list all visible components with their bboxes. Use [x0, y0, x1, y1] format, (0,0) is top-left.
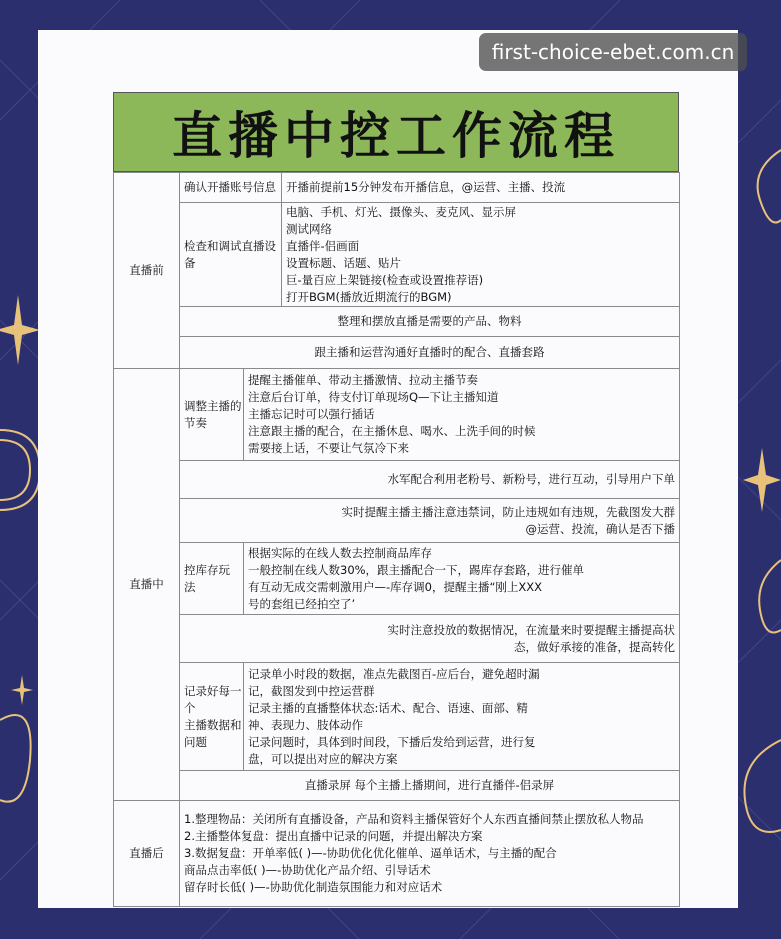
page-title: 直播中控工作流程 [113, 92, 679, 172]
section-label-during: 直播中 [114, 369, 180, 801]
section-label-before: 直播前 [114, 173, 180, 369]
sub-label: 调整主播的 节奏 [180, 369, 244, 461]
table-row [114, 337, 680, 369]
table-row [114, 203, 680, 307]
content-cell: 实时提醒主播主播注意违禁词，防止违规如有违规，先截图发大群 @运营、投流，确认是否下播 [180, 499, 680, 543]
table-row [114, 615, 680, 663]
content-cell: 实时注意投放的数据情况，在流量来时要提醒主播提高状 态，做好承接的准备，提高转化 [180, 615, 680, 663]
sub-label: 检查和调试直播设备 [180, 203, 282, 307]
sub-label: 记录好每一 个 主播数据和 问题 [180, 663, 244, 771]
table-row [114, 461, 680, 499]
content-cell: 电脑、手机、灯光、摄像头、麦克风、显示屏 测试网络 直播伴-侣画面 设置标题、话题、贴片 巨-量百应上架链接(检查或设置推荐语) 打开BGM(播放近期流行的BGM) [282, 203, 680, 307]
table-row [114, 543, 680, 615]
content-cell: 根据实际的在线人数去控制商品库存 一般控制在线人数30%，跟主播配合一下，踢库存套路，进行催单 有互动无成交需刺激用户—-库存调0，提醒主播“刚上XXX 号的套组已经拍空了’ [244, 543, 680, 615]
table-row [114, 771, 680, 801]
sub-label: 确认开播账号信息 [180, 173, 282, 203]
workflow-table [113, 172, 680, 907]
section-label-after: 直播后 [114, 801, 180, 907]
watermark: first-choice-ebet.com.cn [479, 33, 747, 71]
content-cell: 跟主播和运营沟通好直播时的配合、直播套路 [180, 337, 680, 369]
content-cell: 1.整理物品：关闭所有直播设备，产品和资料主播保管好个人东西直播间禁止摆放私人物品 2.主播整体复盘：提出直播中记录的问题，并提出解决方案 3.数据复盘：开单率低( )—-协助优化优化催单、逼单话术，与主播的配合 商品点击率低( )—-协助优化产品介绍、引导话术 留存时长低( )—-协助优化制造氛围能力和对应话术 [180, 801, 680, 907]
table-row [114, 307, 680, 337]
content-cell: 整理和摆放直播是需要的产品、物料 [180, 307, 680, 337]
table-row [114, 499, 680, 543]
content-cell: 提醒主播催单、带动主播激情、拉动主播节奏 注意后台订单，待支付订单现场Q—下让主播知道 主播忘记时可以强行插话 注意跟主播的配合，在主播休息、喝水、上洗手间的时候 需要接上话，不要让气氛冷下来 [244, 369, 680, 461]
table-row [114, 663, 680, 771]
table-row [114, 801, 680, 907]
workflow-sheet [113, 92, 679, 907]
table-row [114, 369, 680, 461]
content-cell: 直播录屏 每个主播上播期间，进行直播伴-侣录屏 [180, 771, 680, 801]
content-cell: 水军配合利用老粉号、新粉号，进行互动，引导用户下单 [180, 461, 680, 499]
table-row [114, 173, 680, 203]
content-cell: 开播前提前15分钟发布开播信息，@运营、主播、投流 [282, 173, 680, 203]
sub-label: 控库存玩法 [180, 543, 244, 615]
content-cell: 记录单小时段的数据，准点先截图百-应后台，避免超时漏 记，截图发到中控运营群 记录主播的直播整体状态:话术、配合、语速、面部、精 神、表现力、肢体动作 记录问题时，具体到时间段，下播后发给到运营，进行复 盘，可以提出对应的解决方案 [244, 663, 680, 771]
